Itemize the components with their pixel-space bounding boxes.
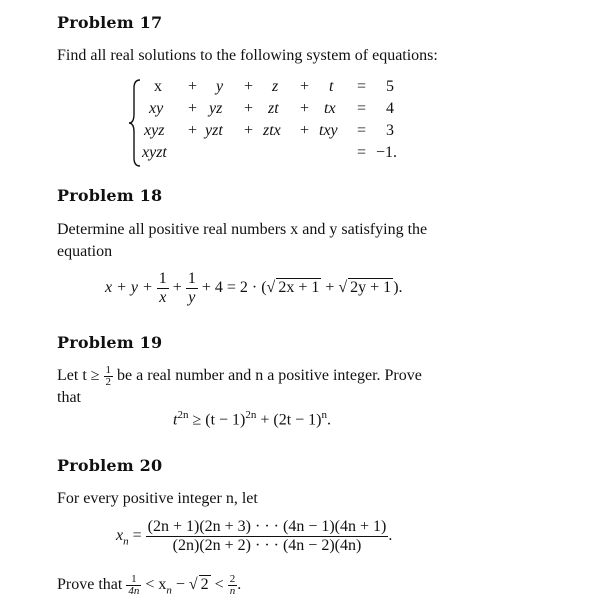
- ineq19-mid: ≥ (t − 1): [192, 411, 246, 429]
- xn-denominator: (2n)(2n + 2) · · · (4n − 2)(4n): [146, 536, 389, 555]
- sys-r4-eq: =: [357, 144, 367, 161]
- sqrt-icon: √: [188, 576, 198, 594]
- problem-18-heading: Problem 18: [57, 186, 163, 205]
- p19-half-den: 2: [105, 376, 112, 388]
- sys-r1-c3: z: [272, 78, 279, 95]
- sys-r2-c4: tx: [324, 100, 336, 117]
- problem-19-text-line1: [57, 365, 485, 388]
- sys-r3-op2: +: [244, 122, 254, 139]
- sys-r1-op2: +: [244, 78, 254, 95]
- problem-18-text-line2: equation: [57, 243, 113, 260]
- problem-17-heading: Problem 17: [57, 13, 163, 32]
- sys-r2-eq: =: [357, 100, 367, 117]
- sys-r3-eq: =: [357, 122, 367, 139]
- prove-text: Prove that: [57, 576, 123, 594]
- problem-19-heading: Problem 19: [57, 333, 163, 352]
- lower-bound-frac: [126, 574, 141, 597]
- eq18-plus: +: [172, 279, 182, 297]
- left-brace: [128, 78, 142, 168]
- sys-r2-c2: yz: [209, 100, 223, 117]
- claim-minus: −: [175, 576, 185, 594]
- p19-text-b: be a real number and n a positive integer. Prove: [117, 367, 422, 385]
- ineq19-end: .: [327, 411, 332, 429]
- eq18-sqrt1: 2x + 1: [278, 279, 320, 297]
- sys-r3-c1: xyz: [144, 122, 165, 139]
- ineq19-exp1: 2n: [177, 409, 189, 421]
- problem-20-heading: Problem 20: [57, 456, 163, 475]
- sys-r2-op1: +: [188, 100, 198, 117]
- sys-r3-c2: yzt: [205, 122, 223, 139]
- sys-r2-c1: xy: [149, 100, 164, 117]
- lower-num: 1: [131, 573, 137, 585]
- eq18-mid: + 4 = 2 · (: [201, 279, 267, 297]
- problem-17-intro: Find all real solutions to the following system of equations:: [57, 47, 438, 64]
- problem-18-text-line1: Determine all positive real numbers x and y satisfying the: [57, 221, 428, 238]
- lower-den: 4n: [128, 585, 140, 597]
- upper-num: 2: [229, 573, 236, 585]
- sys-r2-op2: +: [244, 100, 254, 117]
- eq18-frac2-num: 1: [187, 270, 196, 287]
- sys-r2-rhs: 4: [386, 100, 394, 117]
- eq18-sqrt2: 2y + 1: [350, 279, 392, 297]
- sys-r3-rhs: 3: [386, 122, 394, 139]
- p19-half-num: 1: [105, 364, 112, 376]
- problem-19-inequality: [173, 409, 331, 429]
- claim-final-dot: .: [237, 576, 242, 594]
- p19-text-a: Let t ≥: [57, 367, 100, 385]
- eq18-frac2-den: y: [186, 288, 198, 307]
- problem-20-intro: For every positive integer n, let: [57, 490, 258, 507]
- ineq19-plus: + (2t − 1): [260, 411, 322, 429]
- eq18-frac1-num: 1: [158, 270, 167, 287]
- ineq19-base1: t: [173, 411, 178, 429]
- ineq19-exp2: 2n: [245, 409, 257, 421]
- sqrt-icon: √: [266, 279, 276, 297]
- eq18-lhs-start: x + y +: [105, 279, 153, 297]
- problem-20-claim: [57, 574, 241, 597]
- ineq19-exp3: n: [321, 409, 328, 421]
- upper-den: n: [229, 585, 236, 597]
- problem-19-text-line2: that: [57, 389, 81, 406]
- xn-end-dot: .: [388, 527, 393, 545]
- sys-r1-c1: x: [154, 78, 162, 95]
- sys-r4-rhs: −1.: [376, 144, 398, 161]
- sys-r1-rhs: 5: [386, 78, 394, 95]
- eq18-frac1: [157, 270, 169, 307]
- claim-sqrt-val: 2: [200, 576, 209, 594]
- eq18-frac2: [186, 270, 198, 307]
- sys-r2-c3: zt: [268, 100, 279, 117]
- sys-r1-op3: +: [300, 78, 310, 95]
- xn-lhs-sub: n: [123, 535, 129, 548]
- sys-r2-op3: +: [300, 100, 310, 117]
- eq18-frac1-den: x: [157, 288, 169, 307]
- sys-r3-c4: txy: [319, 122, 338, 139]
- sys-r1-c4: t: [329, 78, 334, 95]
- p19-half: [104, 365, 114, 388]
- upper-bound-frac: [228, 574, 238, 597]
- xn-lhs: x: [116, 527, 124, 545]
- sys-r3-op3: +: [300, 122, 310, 139]
- xn-equals: =: [132, 527, 142, 545]
- eq18-end: ).: [393, 279, 403, 297]
- xn-fraction: [146, 518, 389, 555]
- eq18-plus2: +: [325, 279, 335, 297]
- sys-r1-eq: =: [357, 78, 367, 95]
- sys-r4-c1: xyzt: [142, 144, 167, 161]
- sys-r3-op1: +: [188, 122, 198, 139]
- sys-r1-c2: y: [216, 78, 224, 95]
- problem-20-definition: [116, 518, 392, 555]
- claim-less: <: [214, 576, 224, 594]
- claim-middle-sub: n: [166, 584, 172, 597]
- problem-18-equation: [105, 270, 403, 307]
- xn-numerator: (2n + 1)(2n + 3) · · · (4n − 1)(4n + 1): [147, 518, 387, 535]
- sys-r1-op1: +: [188, 78, 198, 95]
- sqrt-icon: √: [338, 279, 348, 297]
- sys-r3-c3: ztx: [263, 122, 281, 139]
- claim-middle: < x: [145, 576, 167, 594]
